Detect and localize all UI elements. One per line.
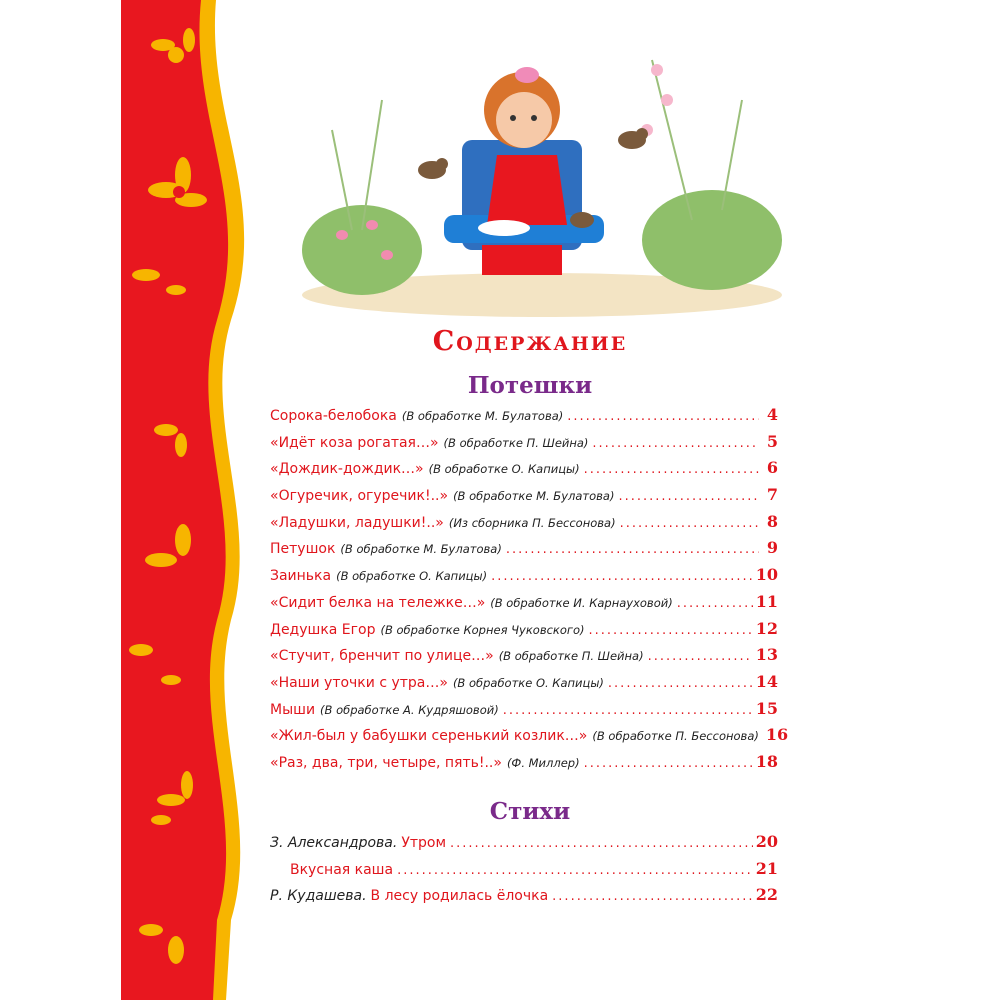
toc-heading: Содержание [432, 326, 628, 357]
entry-title: Вкусная каша [290, 861, 394, 878]
dot-leader [506, 542, 759, 557]
entry-note: (В обработке И. Карнауховой) [490, 595, 673, 610]
page-number: 15 [755, 698, 778, 718]
entry-title: «Жил-был у бабушки серенький козлик…» [270, 728, 588, 745]
toc-entry[interactable] [270, 619, 778, 646]
entry-title: Дедушка Егор [270, 621, 376, 638]
entry-note: (В обработке А. Кудряшовой) [320, 702, 499, 717]
toc-entry[interactable] [270, 538, 778, 565]
entry-note: (Из сборника П. Бессонова) [448, 515, 616, 530]
dot-leader [648, 649, 753, 664]
dot-leader [620, 516, 759, 531]
dot-leader [491, 569, 753, 584]
section-title-poteshki: Потешки [467, 372, 593, 399]
toc-entry[interactable] [270, 405, 778, 432]
entry-note: (В обработке М. Булатова) [340, 542, 502, 557]
entry-title: Заинька [270, 568, 332, 585]
entry-title: «Ладушки, ладушки!..» [270, 514, 444, 531]
toc-list-stikhi [270, 832, 778, 912]
entry-title: «Наши уточки с утра…» [270, 674, 448, 691]
dot-leader [677, 596, 753, 611]
toc-entry[interactable] [270, 485, 778, 512]
dot-leader [397, 863, 753, 878]
page-number: 14 [755, 671, 778, 691]
dot-leader [450, 836, 753, 851]
toc-entry[interactable] [270, 752, 778, 779]
entry-note: (В обработке О. Капицы) [452, 675, 604, 690]
page-number: 22 [755, 885, 778, 905]
toc-entry[interactable] [270, 512, 778, 539]
dot-leader [592, 436, 759, 451]
toc-entry[interactable] [270, 458, 778, 485]
entry-title: Петушок [270, 541, 336, 558]
page-number: 12 [755, 618, 778, 638]
entry-title: В лесу родилась ёлочка [370, 888, 549, 905]
toc-entry[interactable] [270, 432, 778, 459]
entry-author: З. Александрова. [270, 835, 398, 851]
dot-leader [584, 462, 759, 477]
entry-note: (В обработке М. Булатова) [401, 409, 564, 423]
entry-author: Р. Кудашева. [270, 888, 367, 905]
entry-title: «Идёт коза рогатая…» [270, 434, 439, 451]
flower-ornament-icon [121, 0, 261, 1000]
toc-entry[interactable] [270, 859, 778, 886]
dot-leader [588, 623, 752, 638]
page-number: 8 [766, 511, 778, 531]
toc-entry[interactable] [270, 672, 778, 699]
page-number: 6 [766, 458, 778, 478]
dot-leader [552, 889, 753, 904]
page-number: 18 [755, 751, 778, 771]
page-number: 4 [766, 405, 778, 424]
page-number: 16 [765, 725, 789, 745]
toc-entry[interactable] [270, 885, 778, 912]
child-with-birds-illustration [292, 40, 790, 320]
entry-title: «Раз, два, три, четыре, пять!..» [270, 754, 502, 771]
toc-entry[interactable] [270, 725, 789, 752]
toc-entry[interactable] [270, 832, 778, 859]
page-number: 5 [766, 431, 778, 451]
page-number: 21 [755, 858, 778, 878]
entry-note: (В обработке П. Шейна) [498, 649, 644, 664]
entry-title: Утром [401, 835, 447, 851]
entry-note: (В обработке П. Шейна) [443, 435, 589, 450]
entry-title: «Сидит белка на тележке…» [270, 594, 486, 611]
dot-leader [567, 409, 759, 424]
entry-title: «Стучит, бренчит по улице…» [270, 648, 494, 665]
page-number: 7 [766, 485, 778, 505]
page-number: 11 [755, 591, 778, 611]
entry-title: «Огуречик, огуречик!..» [270, 488, 449, 505]
entry-title: Сорока-белобока [270, 408, 397, 424]
entry-note: (В обработке Корнея Чуковского) [380, 622, 585, 637]
entry-title: Мыши [270, 701, 316, 718]
dot-leader [608, 676, 753, 691]
entry-note: (В обработке П. Бессонова) [592, 729, 759, 744]
entry-note: (Ф. Миллер) [506, 755, 580, 770]
entry-note: (В обработке М. Булатова) [453, 489, 615, 504]
page-number: 9 [766, 538, 778, 558]
toc-entry[interactable] [270, 565, 778, 592]
toc-entry[interactable] [270, 699, 778, 726]
section-title-stikhi: Стихи [489, 798, 571, 825]
dot-leader [584, 756, 753, 771]
dot-leader [503, 703, 753, 718]
toc-entry[interactable] [270, 592, 778, 619]
toc-entry[interactable] [270, 645, 778, 672]
entry-note: (В обработке О. Капицы) [336, 569, 488, 584]
page-number: 10 [755, 565, 778, 585]
page-number: 20 [755, 832, 778, 851]
page-number: 13 [755, 645, 778, 665]
entry-title: «Дождик-дождик…» [270, 461, 424, 478]
toc-list-poteshki [270, 405, 789, 779]
dot-leader [618, 489, 759, 504]
entry-note: (В обработке О. Капицы) [428, 462, 580, 477]
